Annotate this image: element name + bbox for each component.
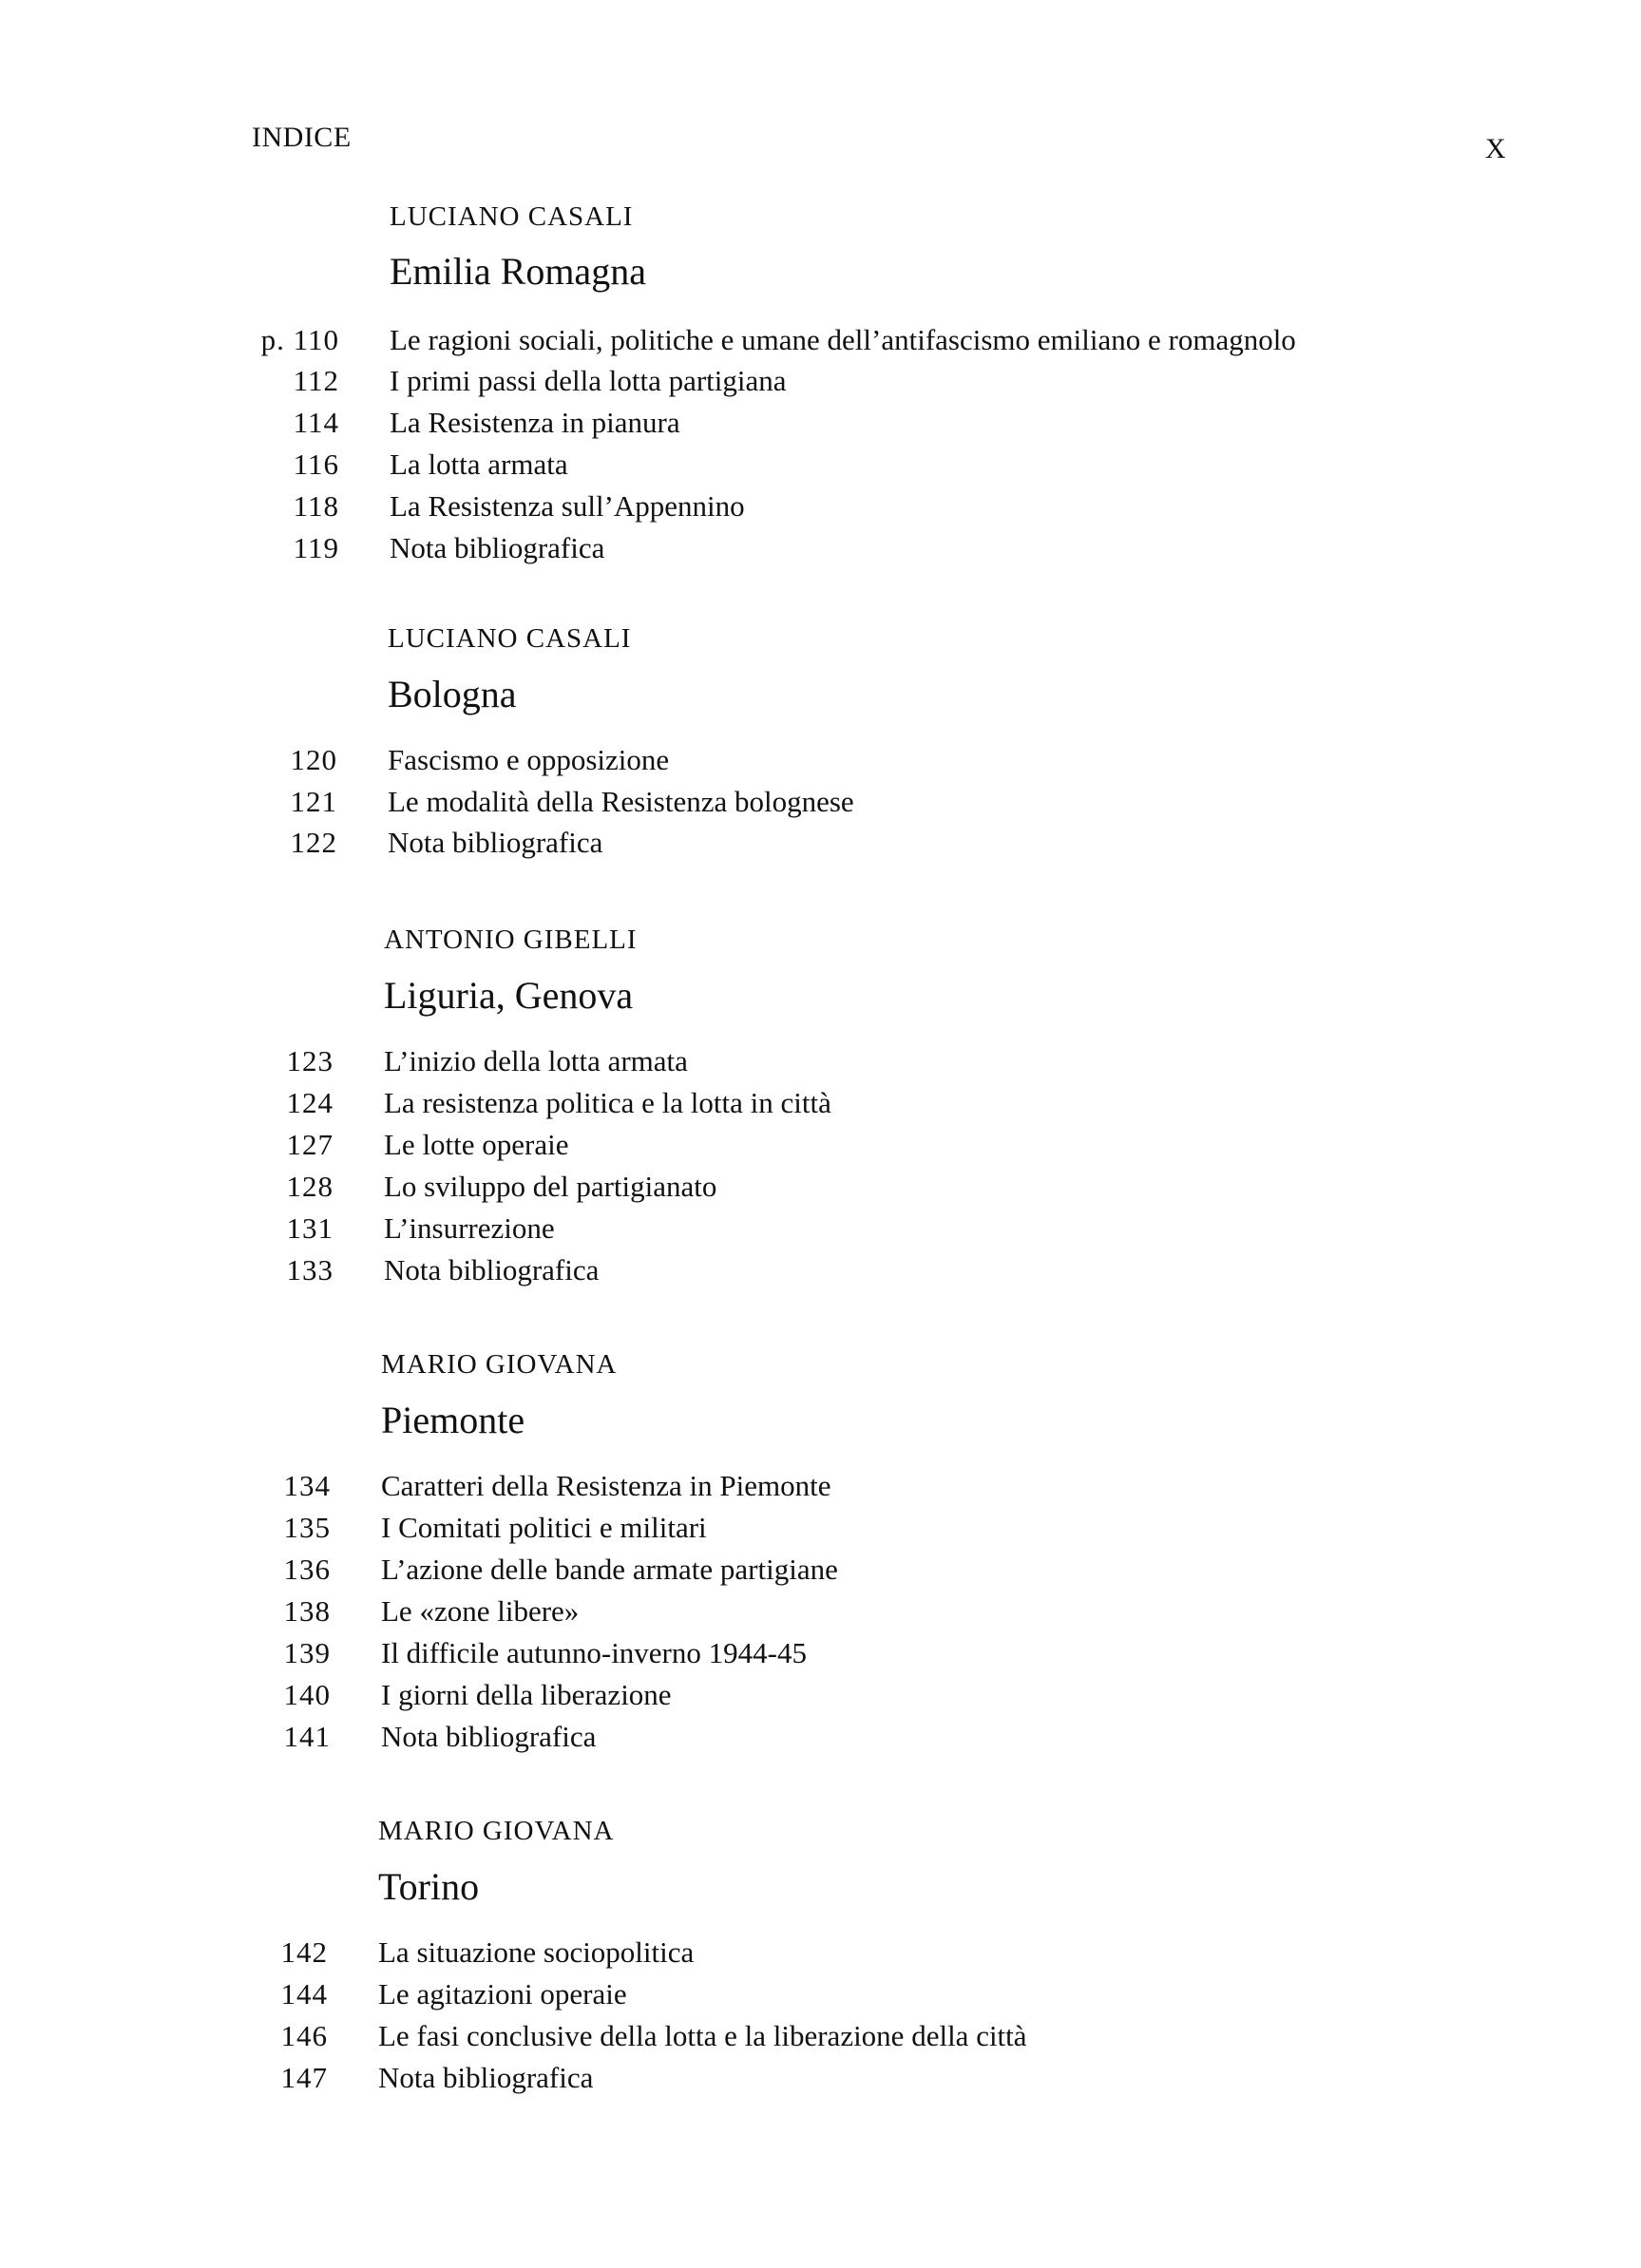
toc-entry [0, 1553, 1641, 1594]
entry-title: L’insurrezione [384, 1211, 555, 1245]
entry-title: I giorni della liberazione [381, 1678, 672, 1711]
toc-entry [0, 743, 1641, 785]
entry-page-number: 138 [283, 1594, 331, 1628]
entry-page-number: 122 [290, 826, 337, 859]
entry-page-number: 147 [280, 2061, 328, 2094]
entry-title: Fascismo e opposizione [388, 743, 670, 776]
entry-title: Nota bibliografica [381, 1720, 597, 1753]
entry-page-number: 127 [286, 1128, 334, 1161]
entry-page-number: 134 [283, 1469, 331, 1502]
entry-page-number: 135 [283, 1511, 331, 1544]
entry-title: Le agitazioni operaie [378, 1977, 627, 2011]
entry-title: Le «zone libere» [381, 1594, 580, 1628]
page-number: X [1485, 133, 1506, 164]
entry-title: L’azione delle bande armate partigiane [381, 1553, 838, 1586]
toc-entry [0, 406, 1641, 448]
section-author: LUCIANO CASALI [390, 201, 634, 232]
entry-title: Nota bibliografica [378, 2061, 594, 2094]
entry-title: Le fasi conclusive della lotta e la liberazione della città [378, 2019, 1027, 2052]
toc-entry [0, 1636, 1641, 1678]
entry-title: La Resistenza sull’Appennino [390, 489, 745, 523]
entry-title: I Comitati politici e militari [381, 1511, 707, 1544]
toc-entry [0, 1720, 1641, 1762]
entry-title: Le ragioni sociali, politiche e umane dell’antifascismo emiliano e romagnolo [390, 323, 1296, 356]
toc-entry [0, 448, 1641, 489]
entry-title: Lo sviluppo del partigianato [384, 1170, 717, 1203]
entry-page-number: 123 [286, 1044, 334, 1077]
entry-page-number: p. 110 [260, 323, 339, 356]
toc-entry [0, 1594, 1641, 1636]
section-title: Piemonte [381, 1399, 525, 1441]
entry-page-number: 144 [280, 1977, 328, 2011]
entry-page-number: 131 [286, 1211, 334, 1245]
toc-entry [0, 1211, 1641, 1253]
entry-title: Nota bibliografica [384, 1253, 600, 1286]
toc-entry [0, 826, 1641, 867]
toc-entry [0, 1511, 1641, 1553]
toc-entry [0, 1044, 1641, 1086]
section-title: Torino [378, 1865, 480, 1908]
section-title: Bologna [388, 673, 517, 715]
entry-page-number: 128 [286, 1170, 334, 1203]
toc-entry [0, 364, 1641, 406]
entry-page-number: 112 [293, 364, 339, 397]
toc-entry [0, 785, 1641, 827]
entry-page-number: 114 [293, 406, 339, 439]
section-title: Liguria, Genova [384, 974, 634, 1017]
entry-title: Nota bibliografica [388, 826, 603, 859]
entry-page-number: 116 [293, 448, 339, 481]
entry-page-number: 124 [286, 1086, 334, 1119]
entry-title: La lotta armata [390, 448, 568, 481]
toc-entry [0, 323, 1641, 365]
entry-title: L’inizio della lotta armata [384, 1044, 688, 1077]
entry-title: La resistenza politica e la lotta in città [384, 1086, 831, 1119]
section-author: LUCIANO CASALI [388, 623, 632, 654]
entry-page-number: 146 [280, 2019, 328, 2052]
toc-entry [0, 1935, 1641, 1977]
section-author: MARIO GIOVANA [381, 1349, 618, 1380]
section-title: Emilia Romagna [390, 250, 646, 293]
entry-page-number: 119 [293, 531, 339, 564]
toc-entry [0, 1086, 1641, 1128]
toc-entry [0, 1977, 1641, 2019]
toc-entry [0, 489, 1641, 531]
entry-title: I primi passi della lotta partigiana [390, 364, 787, 397]
entry-page-number: 121 [290, 785, 337, 818]
entry-title: Le lotte operaie [384, 1128, 569, 1161]
entry-page-number: 118 [293, 489, 339, 523]
entry-page-number: 141 [283, 1720, 331, 1753]
entry-title: Le modalità della Resistenza bolognese [388, 785, 854, 818]
toc-entry [0, 1128, 1641, 1170]
entry-page-number: 140 [283, 1678, 331, 1711]
running-head: INDICE [252, 122, 352, 153]
toc-entry [0, 531, 1641, 573]
entry-title: Nota bibliografica [390, 531, 605, 564]
entry-page-number: 139 [283, 1636, 331, 1669]
toc-entry [0, 1469, 1641, 1511]
toc-entry [0, 2019, 1641, 2061]
toc-entry [0, 2061, 1641, 2103]
toc-entry [0, 1678, 1641, 1720]
toc-entry [0, 1253, 1641, 1295]
entry-title: Caratteri della Resistenza in Piemonte [381, 1469, 831, 1502]
entry-page-number: 136 [283, 1553, 331, 1586]
entry-page-number: 133 [286, 1253, 334, 1286]
toc-entry [0, 1170, 1641, 1211]
entry-page-number: 142 [280, 1935, 328, 1969]
entry-title: La situazione sociopolitica [378, 1935, 695, 1969]
entry-title: La Resistenza in pianura [390, 406, 680, 439]
entry-page-number: 120 [290, 743, 337, 776]
section-author: MARIO GIOVANA [378, 1816, 615, 1846]
section-author: ANTONIO GIBELLI [384, 924, 638, 955]
entry-title: Il difficile autunno-inverno 1944-45 [381, 1636, 807, 1669]
